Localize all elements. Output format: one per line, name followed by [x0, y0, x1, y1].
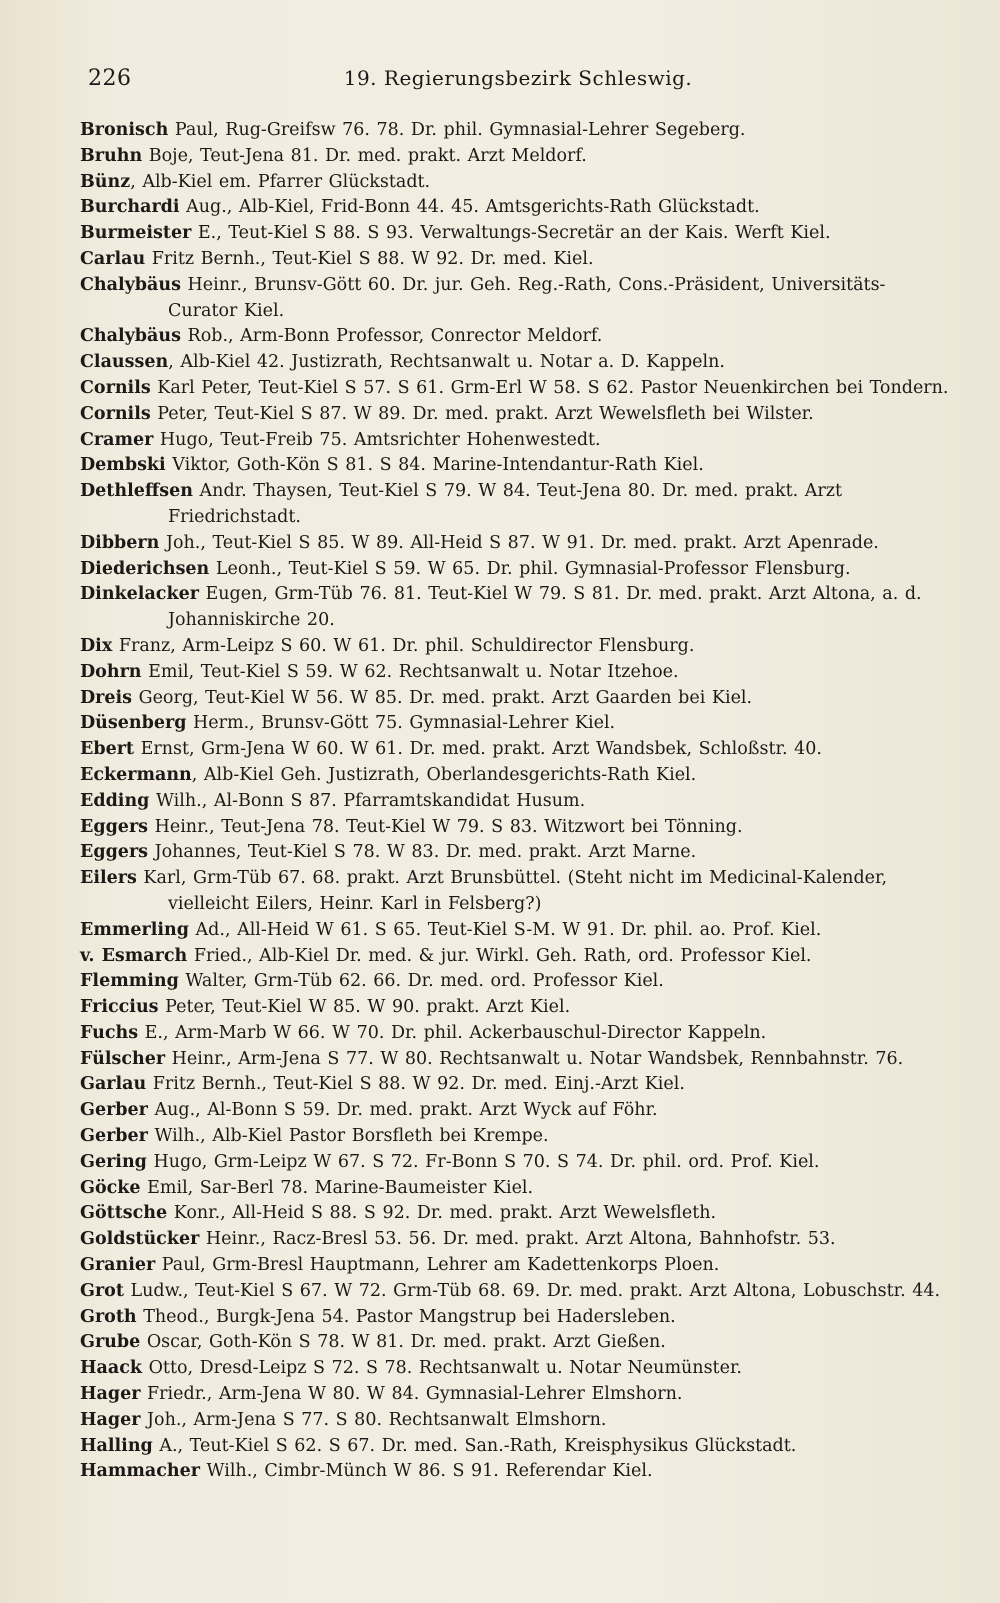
entry-name: Eilers — [80, 868, 137, 889]
register-entry — [80, 711, 950, 737]
entry-name: Dibbern — [80, 532, 160, 553]
entry-name: Fuchs — [80, 1022, 139, 1043]
entry-name: Grot — [80, 1280, 124, 1301]
entry-name: Bruhn — [80, 145, 143, 166]
entry-text: Herm., Brunsv-Gött 75. Gymnasial-Lehrer Kiel. — [186, 713, 616, 734]
entry-text: Friedr., Arm-Jena W 80. W 84. Gymnasial-Lehrer Elmshorn. — [140, 1384, 683, 1405]
entry-name: Halling — [80, 1435, 153, 1456]
entry-text: Joh., Teut-Kiel S 85. W 89. All-Heid S 87. W 91. Dr. med. prakt. Arzt Apenrade. — [159, 532, 879, 553]
register-entry — [80, 170, 950, 196]
entry-name: Düsenberg — [80, 713, 187, 734]
register-entry — [80, 1047, 950, 1073]
entry-text: Hugo, Grm-Leipz W 67. S 72. Fr-Bonn S 70. S 74. Dr. phil. ord. Prof. Kiel. — [146, 1151, 820, 1172]
register-entry — [80, 1434, 950, 1460]
entry-name: Bünz — [80, 171, 131, 192]
entry-text: Heinr., Arm-Jena S 77. W 80. Rechtsanwalt u. Notar Wandsbek, Rennbahnstr. 76. — [165, 1048, 904, 1069]
entry-name: v. Esmarch — [80, 945, 188, 966]
entry-text: Paul, Grm-Bresl Hauptmann, Lehrer am Kadettenkorps Ploen. — [155, 1255, 720, 1276]
entry-text: Fritz Bernh., Teut-Kiel S 88. W 92. Dr. med. Kiel. — [145, 248, 594, 269]
register-entry — [80, 815, 950, 841]
entry-list — [80, 118, 950, 1485]
register-entry — [80, 144, 950, 170]
entry-name: Hager — [80, 1409, 141, 1430]
register-entry — [80, 1253, 950, 1279]
entry-text: Peter, Teut-Kiel S 87. W 89. Dr. med. prakt. Arzt Wewelsfleth bei Wilster. — [150, 403, 814, 424]
entry-name: Carlau — [80, 248, 146, 269]
entry-text: Joh., Arm-Jena S 77. S 80. Rechtsanwalt Elmshorn. — [140, 1409, 607, 1430]
entry-name: Dohrn — [80, 661, 142, 682]
page-number: 226 — [88, 66, 132, 91]
register-entry — [80, 1330, 950, 1356]
entry-name: Emmerling — [80, 919, 189, 940]
entry-name: Edding — [80, 790, 150, 811]
entry-text: Otto, Dresd-Leipz S 72. S 78. Rechtsanwalt u. Notar Neumünster. — [142, 1358, 742, 1379]
entry-text: Heinr., Brunsv-Gött 60. Dr. jur. Geh. Reg.-Rath, Cons.-Präsident, Universitäts-Curator Kiel. — [168, 274, 886, 321]
running-head: 19. Regierungsbezirk Schleswig. — [343, 66, 693, 90]
register-entry — [80, 1279, 950, 1305]
entry-text: Emil, Teut-Kiel S 59. W 62. Rechtsanwalt u. Notar Itzehoe. — [141, 661, 679, 682]
register-entry — [80, 1201, 950, 1227]
register-entry — [80, 944, 950, 970]
entry-text: Wilh., Alb-Kiel Pastor Borsfleth bei Krempe. — [147, 1126, 549, 1147]
entry-name: Cornils — [80, 377, 151, 398]
entry-name: Hager — [80, 1384, 141, 1405]
entry-text: Wilh., Cimbr-Münch W 86. S 91. Referendar Kiel. — [199, 1461, 653, 1482]
register-entry — [80, 737, 950, 763]
entry-text: Ernst, Grm-Jena W 60. W 61. Dr. med. prakt. Arzt Wandsbek, Schloßstr. 40. — [134, 739, 822, 760]
entry-name: Burmeister — [80, 223, 192, 244]
page-header — [88, 66, 948, 100]
entry-name: Göttsche — [80, 1203, 168, 1224]
entry-text: , Alb-Kiel 42. Justizrath, Rechtsanwalt u. Notar a. D. Kappeln. — [168, 352, 725, 373]
entry-text: Aug., Al-Bonn S 59. Dr. med. prakt. Arzt Wyck auf Föhr. — [147, 1100, 658, 1121]
entry-text: Karl Peter, Teut-Kiel S 57. S 61. Grm-Erl W 58. S 62. Pastor Neuenkirchen bei Tondern. — [150, 377, 949, 398]
register-entry — [80, 376, 950, 402]
register-entry — [80, 531, 950, 557]
register-entry — [80, 969, 950, 995]
entry-name: Garlau — [80, 1074, 147, 1095]
register-entry — [80, 1072, 950, 1098]
entry-name: Eggers — [80, 842, 149, 863]
register-entry — [80, 1382, 950, 1408]
entry-text: Theod., Burgk-Jena 54. Pastor Mangstrup bei Hadersleben. — [136, 1306, 676, 1327]
entry-name: Flemming — [80, 971, 179, 992]
entry-text: Leonh., Teut-Kiel S 59. W 65. Dr. phil. Gymnasial-Professor Flensburg. — [209, 558, 851, 579]
entry-name: Grube — [80, 1332, 141, 1353]
entry-text: Georg, Teut-Kiel W 56. W 85. Dr. med. prakt. Arzt Gaarden bei Kiel. — [132, 687, 753, 708]
register-entry — [80, 1227, 950, 1253]
entry-name: Claussen — [80, 352, 169, 373]
register-entry — [80, 118, 950, 144]
register-entry — [80, 1305, 950, 1331]
entry-text: Ad., All-Heid W 61. S 65. Teut-Kiel S-M. W 91. Dr. phil. ao. Prof. Kiel. — [188, 919, 822, 940]
entry-text: Andr. Thaysen, Teut-Kiel S 79. W 84. Teut-Jena 80. Dr. med. prakt. Arzt Friedrichstadt. — [168, 481, 842, 527]
entry-text: Walter, Grm-Tüb 62. 66. Dr. med. ord. Professor Kiel. — [178, 971, 664, 992]
register-entry — [80, 428, 950, 454]
entry-text: Franz, Arm-Leipz S 60. W 61. Dr. phil. Schuldirector Flensburg. — [112, 635, 695, 656]
entry-text: Boje, Teut-Jena 81. Dr. med. prakt. Arzt Meldorf. — [142, 145, 587, 166]
register-entry — [80, 1021, 950, 1047]
register-entry — [80, 273, 950, 325]
entry-name: Chalybäus — [80, 274, 181, 295]
register-entry — [80, 840, 950, 866]
register-entry — [80, 686, 950, 712]
entry-text: Oscar, Goth-Kön S 78. W 81. Dr. med. prakt. Arzt Gießen. — [140, 1332, 666, 1353]
entry-text: Paul, Rug-Greifsw 76. 78. Dr. phil. Gymnasial-Lehrer Segeberg. — [168, 120, 746, 140]
entry-name: Dix — [80, 635, 113, 656]
entry-name: Bronisch — [80, 120, 169, 140]
register-entry — [80, 660, 950, 686]
entry-text: Fried., Alb-Kiel Dr. med. & jur. Wirkl. Geh. Rath, ord. Professor Kiel. — [187, 945, 812, 966]
entry-name: Eckermann — [80, 764, 192, 785]
entry-text: A., Teut-Kiel S 62. S 67. Dr. med. San.-Rath, Kreisphysikus Glückstadt. — [152, 1435, 797, 1456]
entry-name: Diederichsen — [80, 558, 210, 579]
register-entry — [80, 995, 950, 1021]
entry-text: E., Arm-Marb W 66. W 70. Dr. phil. Ackerbauschul-Director Kappeln. — [138, 1022, 767, 1043]
entry-name: Granier — [80, 1255, 156, 1276]
register-entry — [80, 918, 950, 944]
entry-name: Groth — [80, 1306, 137, 1327]
entry-name: Cramer — [80, 429, 154, 450]
entry-text: Heinr., Teut-Jena 78. Teut-Kiel W 79. S 83. Witzwort bei Tönning. — [148, 816, 743, 837]
entry-name: Friccius — [80, 997, 159, 1018]
entry-name: Fülscher — [80, 1048, 166, 1069]
entry-name: Haack — [80, 1358, 142, 1379]
entry-text: Eugen, Grm-Tüb 76. 81. Teut-Kiel W 79. S 81. Dr. med. prakt. Arzt Altona, a. d. Johanniskirche 20. — [168, 584, 922, 631]
entry-name: Dethleffsen — [80, 481, 193, 502]
entry-name: Gerber — [80, 1126, 148, 1147]
entry-text: , Alb-Kiel Geh. Justizrath, Oberlandesgerichts-Rath Kiel. — [191, 764, 697, 785]
register-entry — [80, 324, 950, 350]
entry-name: Dreis — [80, 687, 133, 708]
register-entry — [80, 453, 950, 479]
register-entry — [80, 195, 950, 221]
entry-text: , Alb-Kiel em. Pfarrer Glückstadt. — [130, 171, 431, 192]
entry-text: Fritz Bernh., Teut-Kiel S 88. W 92. Dr. med. Einj.-Arzt Kiel. — [146, 1074, 685, 1095]
entry-name: Dembski — [80, 455, 166, 476]
register-entry — [80, 402, 950, 428]
register-entry — [80, 1150, 950, 1176]
register-entry — [80, 1408, 950, 1434]
register-entry — [80, 1176, 950, 1202]
register-entry — [80, 1459, 950, 1485]
entry-text: Aug., Alb-Kiel, Frid-Bonn 44. 45. Amtsgerichts-Rath Glückstadt. — [179, 197, 760, 218]
entry-text: Viktor, Goth-Kön S 81. S 84. Marine-Intendantur-Rath Kiel. — [165, 455, 704, 476]
register-entry — [80, 479, 950, 531]
register-entry — [80, 557, 950, 583]
entry-name: Dinkelacker — [80, 584, 199, 605]
register-entry — [80, 866, 950, 918]
entry-name: Chalybäus — [80, 326, 181, 347]
entry-text: Johannes, Teut-Kiel S 78. W 83. Dr. med. prakt. Arzt Marne. — [148, 842, 697, 863]
entry-text: Heinr., Racz-Bresl 53. 56. Dr. med. prakt. Arzt Altona, Bahnhofstr. 53. — [199, 1229, 836, 1250]
entry-name: Göcke — [80, 1177, 141, 1198]
entry-text: Wilh., Al-Bonn S 87. Pfarramtskandidat Husum. — [149, 790, 586, 811]
register-entry — [80, 1356, 950, 1382]
register-entry — [80, 763, 950, 789]
entry-text: Peter, Teut-Kiel W 85. W 90. prakt. Arzt Kiel. — [158, 997, 571, 1018]
register-entry — [80, 247, 950, 273]
register-entry — [80, 350, 950, 376]
entry-name: Cornils — [80, 403, 151, 424]
entry-name: Burchardi — [80, 197, 180, 218]
register-entry — [80, 1124, 950, 1150]
entry-name: Gering — [80, 1151, 147, 1172]
entry-name: Gerber — [80, 1100, 148, 1121]
register-entry — [80, 1098, 950, 1124]
entry-text: E., Teut-Kiel S 88. S 93. Verwaltungs-Secretär an der Kais. Werft Kiel. — [191, 223, 831, 244]
entry-name: Goldstücker — [80, 1229, 200, 1250]
entry-name: Eggers — [80, 816, 149, 837]
register-entry — [80, 582, 950, 634]
entry-text: Konr., All-Heid S 88. S 92. Dr. med. prakt. Arzt Wewelsfleth. — [167, 1203, 717, 1224]
entry-name: Hammacher — [80, 1461, 200, 1482]
entry-text: Emil, Sar-Berl 78. Marine-Baumeister Kiel. — [140, 1177, 534, 1198]
register-entry — [80, 221, 950, 247]
entry-text: Karl, Grm-Tüb 67. 68. prakt. Arzt Brunsbüttel. (Steht nicht im Medicinal-Kalender, vielleicht Eilers, Heinr. Karl in Felsberg?) — [136, 868, 888, 914]
entry-name: Ebert — [80, 739, 135, 760]
entry-text: Ludw., Teut-Kiel S 67. W 72. Grm-Tüb 68. 69. Dr. med. prakt. Arzt Altona, Lobuschstr. 44. — [123, 1280, 941, 1301]
entry-text: Rob., Arm-Bonn Professor, Conrector Meldorf. — [180, 326, 603, 347]
register-entry — [80, 789, 950, 815]
entry-text: Hugo, Teut-Freib 75. Amtsrichter Hohenwestedt. — [153, 429, 601, 450]
register-entry — [80, 634, 950, 660]
